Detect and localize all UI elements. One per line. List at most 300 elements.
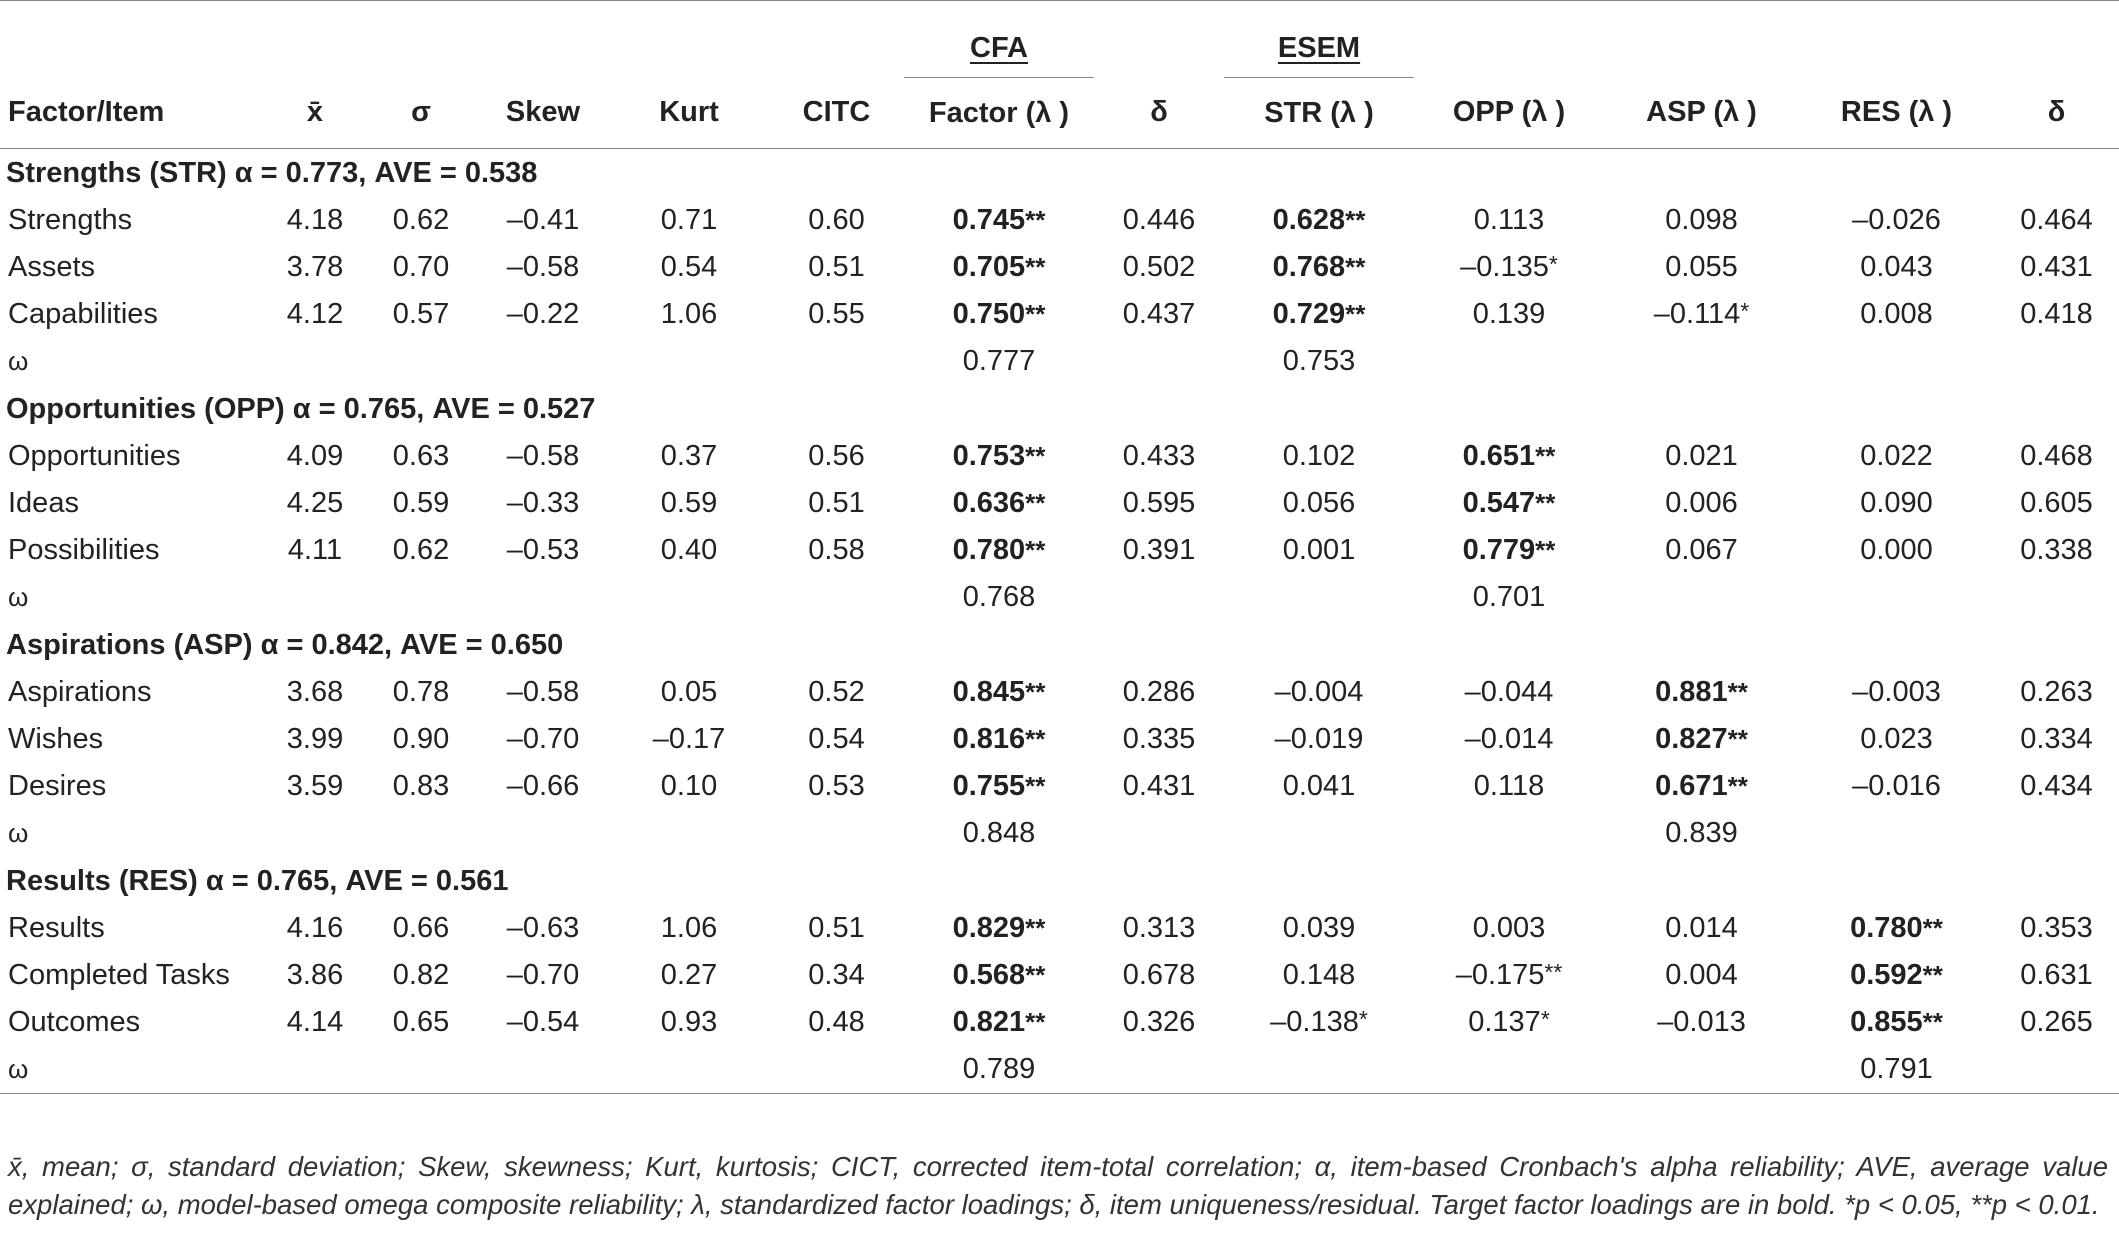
str-loading-cell [1224,952,1414,999]
sd-cell-value: 0.65 [392,1006,450,1038]
esem-delta-cell-value: 0.434 [2020,770,2093,802]
item-name [0,291,265,338]
omega-label [0,338,265,385]
cfa-loading-cell-value: 0.821 [952,1006,1026,1038]
omega-asp [1604,810,1799,857]
esem-group-label: ESEM [1277,32,1361,64]
esem-delta-cell-value: 0.334 [2020,723,2093,755]
kurt-cell-value: 0.54 [660,251,718,283]
omega-str [1224,1046,1414,1094]
section-title: Strengths (STR) α = 0.773, AVE = 0.538 [6,156,538,189]
omega-asp [1604,574,1799,621]
opp-loading-cell [1414,197,1604,244]
skew-cell [477,999,609,1046]
sd-cell [365,527,477,574]
omega-label [0,574,265,621]
res-loading-cell [1799,527,1994,574]
omega-label-value: ω [8,582,29,612]
item-name [0,905,265,952]
sd-cell-value: 0.70 [392,251,450,283]
kurt-cell-value: –0.17 [652,723,726,755]
sd-cell [365,952,477,999]
asp-loading-cell [1604,999,1799,1046]
omega-str [1224,338,1414,385]
sd-cell [365,291,477,338]
section-header-row [0,385,2119,433]
skew-cell [477,527,609,574]
omega-cfa [904,1046,1094,1094]
omega-row [0,574,2119,621]
sd-cell-value: 0.62 [392,204,450,236]
str-loading-cell-value: –0.138 [1270,1006,1359,1038]
section-title: Results (RES) α = 0.765, AVE = 0.561 [6,864,509,897]
asp-loading-cell-value: 0.671 [1655,770,1728,802]
item-name-value: Capabilities [8,298,158,330]
skew-cell [477,244,609,291]
str-loading-cell-value: –0.004 [1274,676,1364,708]
kurt-cell [609,291,769,338]
cfa-delta-cell-value: 0.313 [1122,912,1196,944]
cfa-loading-cell-value: 0.816 [952,723,1026,755]
significance-marker: * [1540,1006,1550,1032]
asp-loading-cell [1604,905,1799,952]
item-name-value: Completed Tasks [8,959,230,991]
esem-delta-cell [1994,480,2119,527]
citc-cell-value: 0.51 [808,912,865,944]
citc-cell [769,197,904,244]
significance-marker: ** [1025,771,1046,801]
kurt-cell [609,244,769,291]
item-name [0,527,265,574]
str-loading-cell-value: 0.628 [1272,204,1346,236]
citc-cell [769,999,904,1046]
sd-cell-value: 0.63 [392,440,450,472]
sd-cell [365,905,477,952]
esem-delta-cell [1994,433,2119,480]
skew-cell-value: –0.53 [506,534,580,566]
esem-delta-cell-value: 0.418 [2020,298,2093,330]
citc-cell [769,669,904,716]
str-loading-cell-value: 0.768 [1272,251,1346,283]
column-header-skew: Skew [477,78,609,149]
citc-cell [769,716,904,763]
asp-loading-cell [1604,669,1799,716]
kurt-cell [609,197,769,244]
esem-delta-cell [1994,905,2119,952]
opp-loading-cell-value: –0.135 [1460,251,1549,283]
skew-cell-value: –0.41 [506,204,580,236]
opp-loading-cell-value: 0.003 [1472,912,1546,944]
skew-cell [477,952,609,999]
esem-delta-cell-value: 0.263 [2020,676,2093,708]
esem-delta-cell-value: 0.353 [2020,912,2093,944]
mean-cell-value: 4.12 [286,298,344,330]
cfa-delta-cell-value: 0.437 [1122,298,1196,330]
citc-cell-value: 0.58 [808,534,865,566]
cfa-group-header [904,1,1094,78]
cfa-delta-cell-value: 0.433 [1122,440,1196,472]
column-header-cfa-factor-loading: Factor (λ ) [904,78,1094,149]
kurt-cell [609,952,769,999]
skew-cell-value: –0.33 [506,487,580,519]
omega-row [0,338,2119,385]
citc-cell [769,763,904,810]
sd-cell-value: 0.82 [392,959,450,991]
kurt-cell-value: 0.27 [660,959,718,991]
item-name-value: Results [8,912,105,944]
str-loading-cell [1224,669,1414,716]
significance-marker: ** [1025,535,1046,565]
cfa-loading-cell [904,669,1094,716]
sd-cell [365,716,477,763]
significance-marker: ** [1727,771,1748,801]
mean-cell-value: 4.11 [287,534,343,566]
res-loading-cell [1799,952,1994,999]
column-header-esem-str-loading: STR (λ ) [1224,78,1414,149]
omega-str [1224,810,1414,857]
cfa-delta-cell-value: 0.446 [1122,204,1196,236]
skew-cell [477,433,609,480]
str-loading-cell-value: –0.019 [1274,723,1364,755]
citc-cell-value: 0.54 [808,723,865,755]
res-loading-cell-value: 0.022 [1860,440,1933,472]
significance-marker: ** [1727,724,1748,754]
omega-asp-value: 0.839 [1665,817,1738,849]
cfa-loading-cell [904,905,1094,952]
asp-loading-cell-value: 0.098 [1665,204,1738,236]
esem-delta-cell [1994,763,2119,810]
column-header-esem-opp-loading: OPP (λ ) [1414,78,1604,149]
sd-cell-value: 0.59 [392,487,450,519]
table-row [0,999,2119,1046]
item-name-value: Desires [8,770,107,802]
cfa-loading-cell-value: 0.780 [952,534,1026,566]
sd-cell-value: 0.90 [392,723,450,755]
cfa-delta-cell [1094,952,1224,999]
item-name-value: Strengths [8,204,133,236]
mean-cell [265,527,365,574]
table-body [0,149,2119,1094]
skew-cell-value: –0.22 [506,298,580,330]
item-name-value: Opportunities [8,440,181,472]
kurt-cell [609,527,769,574]
table-row [0,244,2119,291]
asp-loading-cell-value: 0.021 [1665,440,1738,472]
significance-marker: ** [1535,441,1556,471]
item-name-value: Aspirations [8,676,152,708]
kurt-cell-value: 0.59 [660,487,718,519]
esem-delta-cell [1994,999,2119,1046]
opp-loading-cell [1414,527,1604,574]
column-header-esem-delta: δ [1994,78,2119,149]
asp-loading-cell [1604,291,1799,338]
opp-loading-cell [1414,952,1604,999]
citc-cell-value: 0.55 [808,298,865,330]
significance-marker: ** [1727,677,1748,707]
kurt-cell [609,433,769,480]
asp-loading-cell [1604,716,1799,763]
significance-marker: ** [1025,913,1046,943]
res-loading-cell [1799,433,1994,480]
opp-loading-cell-value: –0.014 [1464,723,1554,755]
res-loading-cell-value: 0.592 [1850,959,1923,991]
str-loading-cell [1224,716,1414,763]
significance-marker: ** [1025,677,1046,707]
citc-cell [769,244,904,291]
omega-opp [1414,1046,1604,1094]
table-row [0,433,2119,480]
opp-loading-cell-value: 0.137 [1468,1006,1541,1038]
mean-cell-value: 3.59 [286,770,344,802]
res-loading-cell [1799,905,1994,952]
item-name [0,716,265,763]
item-name [0,999,265,1046]
esem-delta-cell [1994,669,2119,716]
str-loading-cell-value: 0.041 [1282,770,1356,802]
str-loading-cell [1224,291,1414,338]
item-name [0,952,265,999]
cfa-loading-cell-value: 0.829 [952,912,1026,944]
kurt-cell-value: 0.37 [660,440,718,472]
opp-loading-cell-value: –0.175 [1455,959,1545,991]
mean-cell-value: 4.16 [286,912,344,944]
section-header-row [0,621,2119,669]
esem-delta-cell [1994,291,2119,338]
res-loading-cell [1799,716,1994,763]
cfa-loading-cell [904,244,1094,291]
str-loading-cell-value: 0.148 [1282,959,1356,991]
cfa-loading-cell [904,527,1094,574]
esem-delta-cell-value: 0.468 [2020,440,2093,472]
table-row [0,952,2119,999]
item-name-value: Possibilities [8,534,160,566]
mean-cell [265,433,365,480]
skew-cell [477,905,609,952]
cfa-delta-cell [1094,669,1224,716]
skew-cell [477,480,609,527]
column-header-kurt: Kurt [609,78,769,149]
omega-cfa-value: 0.848 [962,817,1036,849]
item-name-value: Assets [8,251,96,283]
omega-cfa [904,574,1094,621]
item-name-value: Ideas [8,487,79,519]
mean-cell [265,999,365,1046]
item-name [0,480,265,527]
skew-cell [477,197,609,244]
res-loading-cell [1799,763,1994,810]
kurt-cell-value: 1.06 [660,912,718,944]
column-header-esem-asp-loading: ASP (λ ) [1604,78,1799,149]
opp-loading-cell-value: 0.139 [1472,298,1546,330]
omega-label [0,810,265,857]
cfa-delta-cell [1094,716,1224,763]
opp-loading-cell [1414,999,1604,1046]
res-loading-cell-value: 0.780 [1850,912,1923,944]
kurt-cell-value: 1.06 [660,298,718,330]
esem-delta-cell [1994,527,2119,574]
str-loading-cell-value: 0.729 [1272,298,1346,330]
mean-cell [265,244,365,291]
mean-cell [265,905,365,952]
significance-marker: ** [1025,960,1046,990]
skew-cell [477,669,609,716]
opp-loading-cell [1414,905,1604,952]
column-header-factor-item: Factor/Item [0,78,265,149]
omega-asp [1604,1046,1799,1094]
sd-cell [365,999,477,1046]
item-name-value: Outcomes [8,1006,141,1038]
esem-delta-cell-value: 0.605 [2020,487,2093,519]
esem-delta-cell [1994,952,2119,999]
skew-cell-value: –0.54 [506,1006,580,1038]
omega-str-value: 0.753 [1282,345,1356,377]
cfa-loading-cell-value: 0.750 [952,298,1026,330]
significance-marker: ** [1345,205,1366,235]
significance-marker: ** [1025,252,1046,282]
omega-res [1799,338,1994,385]
opp-loading-cell-value: 0.118 [1473,770,1545,802]
cfa-loading-cell-value: 0.753 [952,440,1026,472]
column-header-cfa-delta: δ [1094,78,1224,149]
esem-delta-cell [1994,244,2119,291]
str-loading-cell [1224,244,1414,291]
citc-cell-value: 0.51 [808,251,865,283]
significance-marker: * [1548,251,1558,277]
skew-cell-value: –0.70 [506,959,580,991]
cfa-delta-cell [1094,244,1224,291]
item-name [0,244,265,291]
res-loading-cell [1799,244,1994,291]
cfa-loading-cell [904,197,1094,244]
esem-delta-cell-value: 0.631 [2020,959,2093,991]
res-loading-cell-value: 0.008 [1860,298,1933,330]
asp-loading-cell-value: 0.881 [1655,676,1728,708]
sd-cell [365,433,477,480]
table-row [0,527,2119,574]
str-loading-cell [1224,999,1414,1046]
esem-group-header [1224,1,1414,78]
sd-cell [365,669,477,716]
str-loading-cell [1224,527,1414,574]
res-loading-cell-value: 0.043 [1860,251,1933,283]
cfa-loading-cell [904,433,1094,480]
column-header-sd: σ [365,78,477,149]
omega-cfa [904,810,1094,857]
esem-delta-cell [1994,716,2119,763]
kurt-cell [609,669,769,716]
opp-loading-cell-value: 0.779 [1462,534,1536,566]
significance-marker: ** [1922,960,1943,990]
sd-cell-value: 0.57 [392,298,450,330]
item-name-value: Wishes [8,723,104,755]
esem-delta-cell [1994,197,2119,244]
citc-cell-value: 0.56 [808,440,865,472]
citc-cell-value: 0.48 [808,1006,865,1038]
cfa-delta-cell [1094,480,1224,527]
opp-loading-cell [1414,244,1604,291]
omega-label-value: ω [8,818,29,848]
cfa-delta-cell [1094,905,1224,952]
kurt-cell [609,999,769,1046]
citc-cell-value: 0.34 [808,959,865,991]
table-row [0,716,2119,763]
asp-loading-cell-value: 0.014 [1665,912,1738,944]
omega-opp [1414,810,1604,857]
res-loading-cell [1799,197,1994,244]
skew-cell-value: –0.58 [506,251,580,283]
mean-cell [265,952,365,999]
sd-cell [365,763,477,810]
cfa-delta-cell-value: 0.595 [1122,487,1196,519]
omega-cfa [904,338,1094,385]
significance-marker: ** [1922,1007,1943,1037]
table-footnote: x̄, mean; σ, standard deviation; Skew, skewness; Kurt, kurtosis; CICT, corrected item-total correlation; α, item-based Cronbach's alpha reliability; AVE, average value explained; ω, model-based omega composite reliability; λ, standardized factor loadings; δ, item uniqueness/residual. Target factor loadings are in bold. *p < 0.05, **p < 0.01. [8,1151,2108,1220]
res-loading-cell [1799,999,1994,1046]
kurt-cell-value: 0.40 [660,534,718,566]
str-loading-cell-value: 0.102 [1282,440,1356,472]
cfa-delta-cell-value: 0.335 [1122,723,1196,755]
cfa-loading-cell-value: 0.636 [952,487,1026,519]
skew-cell [477,763,609,810]
column-header-mean: x̄ [265,78,365,149]
significance-marker: ** [1535,535,1556,565]
citc-cell [769,433,904,480]
mean-cell-value: 4.18 [286,204,344,236]
mean-cell-value: 3.68 [286,676,344,708]
asp-loading-cell [1604,433,1799,480]
table-row [0,480,2119,527]
significance-marker: ** [1345,252,1366,282]
item-name [0,197,265,244]
significance-marker: ** [1535,488,1556,518]
opp-loading-cell [1414,433,1604,480]
significance-marker: ** [1025,488,1046,518]
cfa-loading-cell [904,763,1094,810]
kurt-cell-value: 0.05 [660,676,718,708]
res-loading-cell [1799,480,1994,527]
omega-label [0,1046,265,1094]
str-loading-cell-value: 0.039 [1282,912,1356,944]
mean-cell-value: 4.25 [286,487,344,519]
cfa-delta-cell-value: 0.391 [1122,534,1196,566]
asp-loading-cell-value: –0.013 [1657,1006,1746,1038]
cfa-loading-cell [904,999,1094,1046]
opp-loading-cell-value: 0.113 [1473,204,1545,236]
res-loading-cell-value: 0.090 [1860,487,1933,519]
citc-cell-value: 0.51 [808,487,865,519]
esem-delta-cell-value: 0.431 [2020,251,2093,283]
opp-loading-cell [1414,669,1604,716]
cfa-delta-cell-value: 0.286 [1122,676,1196,708]
section-title: Opportunities (OPP) α = 0.765, AVE = 0.527 [6,392,596,425]
opp-loading-cell-value: 0.547 [1462,487,1536,519]
mean-cell-value: 3.78 [286,251,344,283]
item-name [0,763,265,810]
cfa-loading-cell-value: 0.705 [952,251,1026,283]
opp-loading-cell-value: –0.044 [1464,676,1554,708]
esem-delta-cell-value: 0.464 [2020,204,2093,236]
cfa-loading-cell-value: 0.755 [952,770,1026,802]
omega-str [1224,574,1414,621]
omega-opp [1414,338,1604,385]
res-loading-cell-value: –0.003 [1852,676,1941,708]
section-header-row [0,149,2119,198]
omega-row [0,810,2119,857]
cfa-delta-cell [1094,197,1224,244]
sd-cell [365,197,477,244]
cfa-loading-cell [904,291,1094,338]
column-header-citc: CITC [769,78,904,149]
